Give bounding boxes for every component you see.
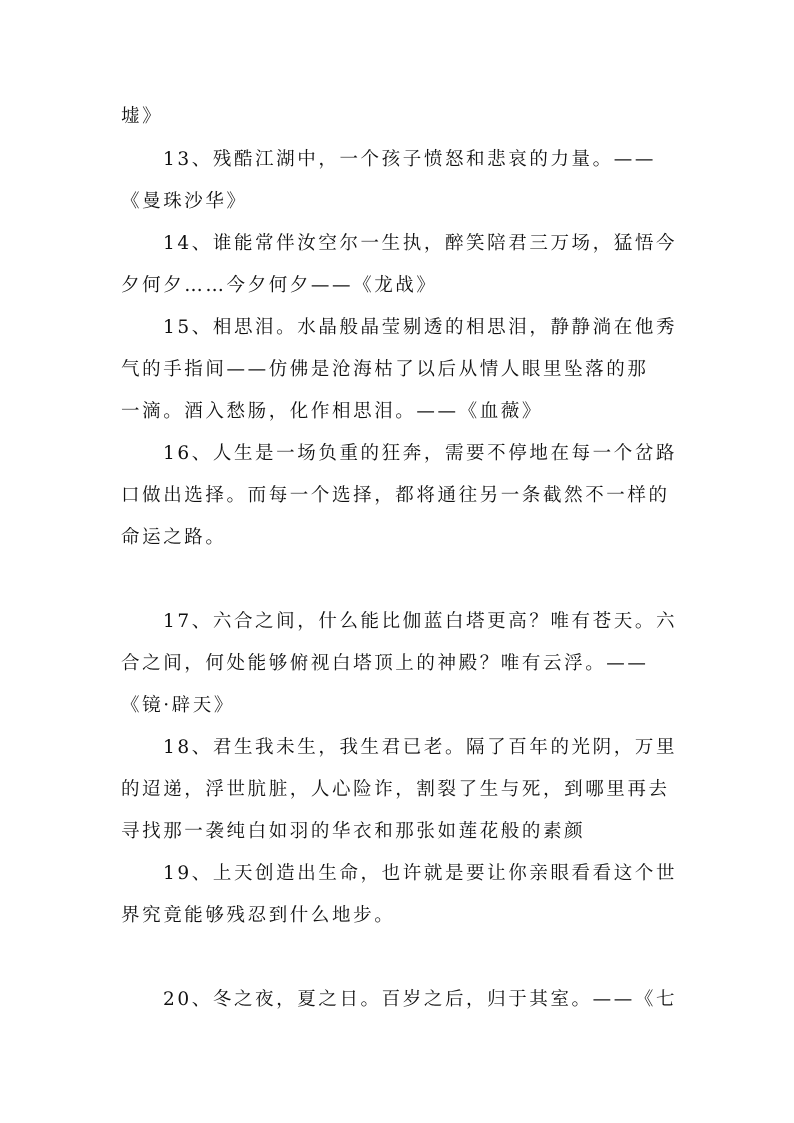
quote-13-line: 13、残酷江湖中，一个孩子愤怒和悲哀的力量。—— [163, 149, 656, 170]
text-line: 合之间，何处能够俯视白塔顶上的神殿？唯有云浮。—— [121, 653, 649, 674]
text-line: 气的手指间——仿佛是沧海枯了以后从情人眼里坠落的那 [121, 359, 649, 380]
text-line: 界究竟能够残忍到什么地步。 [121, 905, 396, 926]
quote-18-line: 18、君生我未生，我生君已老。隔了百年的光阴，万里 [163, 737, 678, 758]
quote-17-line: 17、六合之间，什么能比伽蓝白塔更高？唯有苍天。六 [163, 611, 678, 632]
text-line: 口做出选择。而每一个选择，都将通往另一条截然不一样的 [121, 485, 670, 506]
text-line: 《镜·辟天》 [121, 695, 235, 716]
quote-20-line: 20、冬之夜，夏之日。百岁之后，归于其室。——《七 [163, 989, 678, 1010]
quote-14-line: 14、谁能常伴汝空尔一生执，醉笑陪君三万场，猛悟今 [163, 233, 678, 254]
text-line: 墟》 [121, 106, 164, 127]
quote-15-line: 15、相思泪。水晶般晶莹剔透的相思泪，静静淌在他秀 [163, 317, 678, 338]
quote-19-line: 19、上天创造出生命，也许就是要让你亲眼看看这个世 [163, 863, 678, 884]
text-line: 的迢递，浮世肮脏，人心险诈，割裂了生与死，到哪里再去 [121, 779, 670, 800]
text-line: 夕何夕……今夕何夕——《龙战》 [121, 275, 438, 296]
text-line: 《曼珠沙华》 [121, 191, 248, 212]
text-line: 一滴。酒入愁肠，化作相思泪。——《血薇》 [121, 401, 544, 422]
text-line: 寻找那一袭纯白如羽的华衣和那张如莲花般的素颜 [121, 821, 586, 842]
text-line: 命运之路。 [121, 527, 227, 548]
quote-16-line: 16、人生是一场负重的狂奔，需要不停地在每一个岔路 [163, 443, 678, 464]
